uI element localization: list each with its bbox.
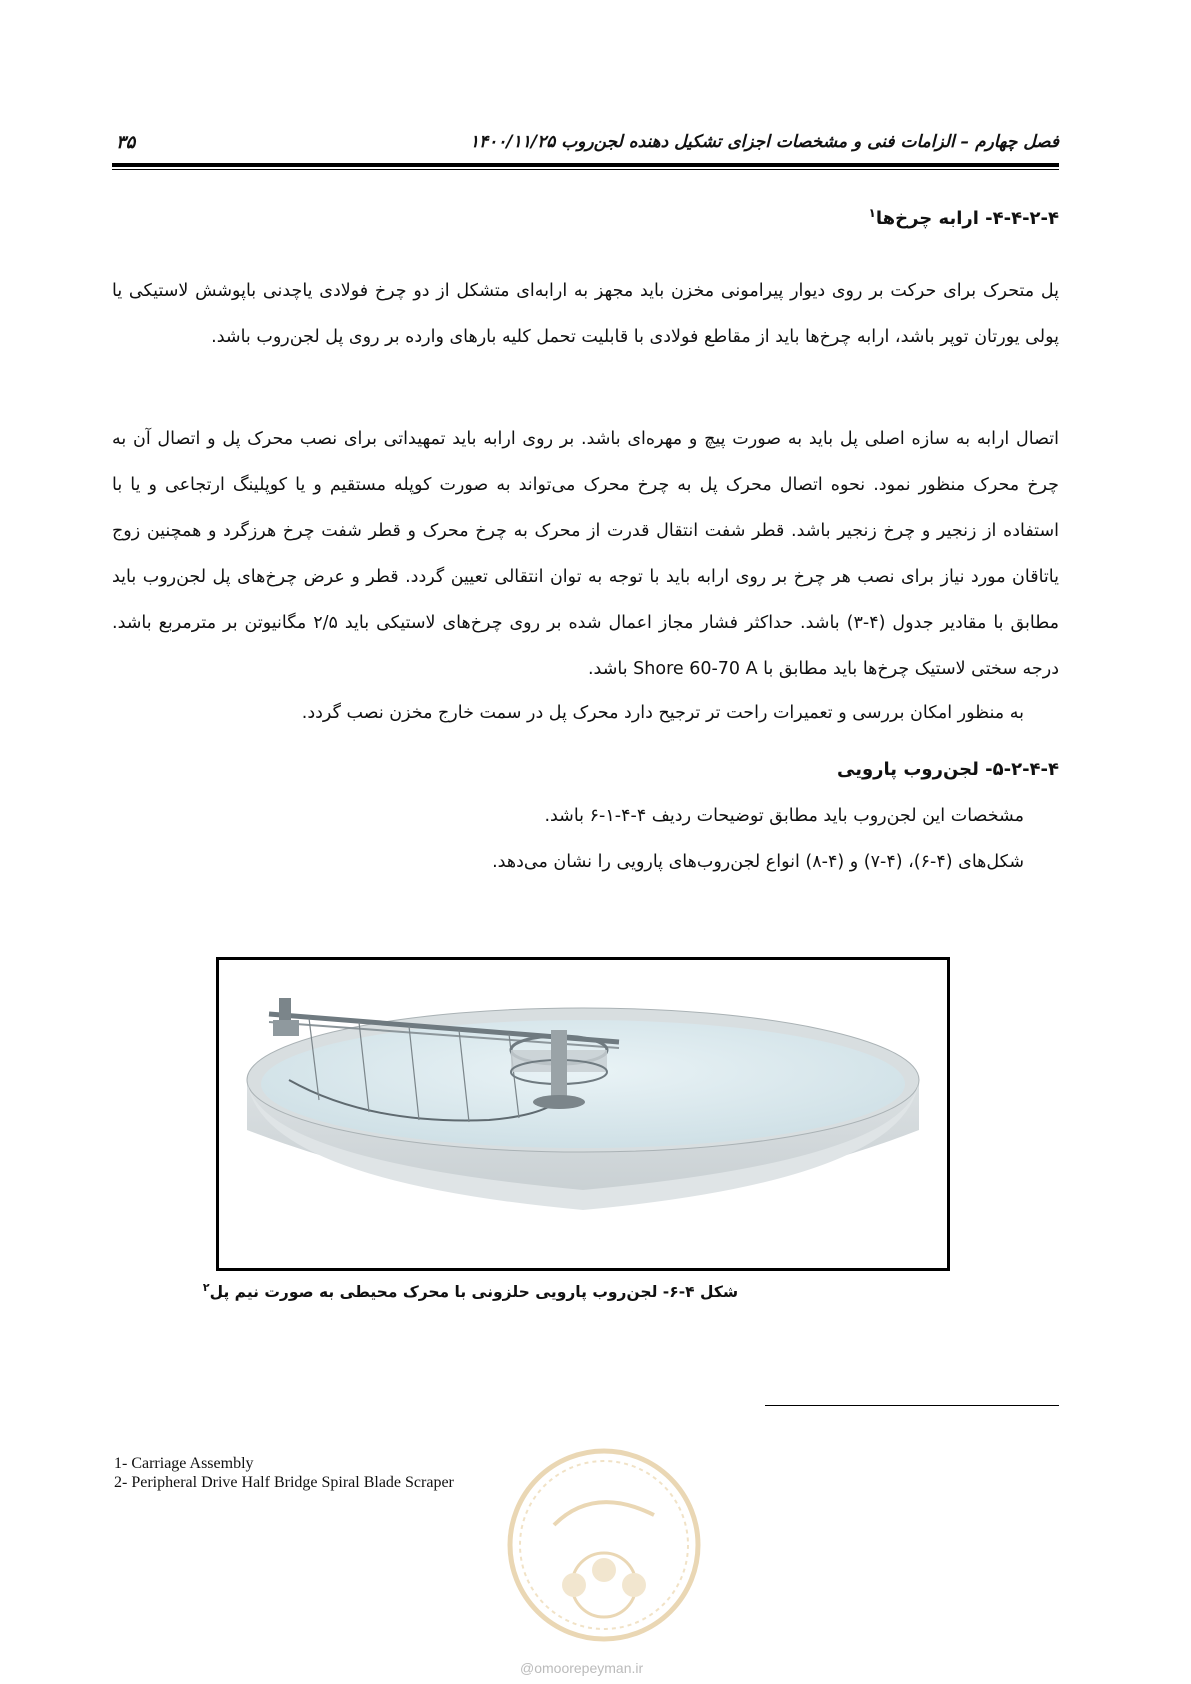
watermark-seal (504, 1445, 704, 1645)
header-title: فصل چهارم – الزامات فنی و مشخصات اجزای تشکیل دهنده لجن‌روب ۱۴۰۰/۱۱/۲۵ (469, 132, 1059, 152)
header-rule-thin (112, 169, 1059, 170)
page-number: ۳۵ (116, 132, 136, 153)
section-heading-paddle-scraper: ۵-۲-۴-۴- لجن‌روب پارویی (837, 759, 1059, 780)
paragraph-carriage-1: پل متحرک برای حرکت بر روی دیوار پیرامونی مخزن باید مجهز به ارابه‌ای متشکل از دو چرخ فولادی یاچدنی باپوشش لاستیکی یا پولی یورتان توپر باشد، ارابه چرخ‌ها باید از مقاطع فولادی با قابلیت تحمل کلیه بارهای وارده بر روی پل لجن‌روب باشد. (112, 281, 1059, 347)
footnote-ref-1: ۱ (868, 206, 876, 220)
footnote-separator (765, 1405, 1059, 1406)
section-heading-text: ۴-۴-۲-۴- ارابه چرخ‌ها (875, 208, 1059, 229)
header-rule (112, 163, 1059, 167)
clarifier-illustration (219, 960, 947, 1268)
footnote-2: 2- Peripheral Drive Half Bridge Spiral Blade Scraper (114, 1474, 454, 1491)
footnote-ref-2: ۲ (202, 1281, 210, 1294)
paragraph-paddle-1: مشخصات این لجن‌روب باید مطابق توضیحات ردیف ۴-۴-۱-۶ باشد. (544, 806, 1024, 826)
watermark-text: @omoorepeyman.ir (520, 1660, 644, 1676)
footnotes (114, 1454, 454, 1492)
paragraph-paddle-2: شکل‌های (۴-۶)، (۴-۷) و (۴-۸) انواع لجن‌روب‌های پارویی را نشان می‌دهد. (492, 852, 1024, 872)
page-header (112, 118, 1059, 158)
figure-caption-text: شکل ۴-۶- لجن‌روب پارویی حلزونی با محرک محیطی به صورت نیم پل (209, 1283, 739, 1302)
paragraph-carriage-3: به منظور امکان بررسی و تعمیرات راحت تر ترجیح دارد محرک پل در سمت خارج مخزن نصب گردد. (301, 703, 1024, 723)
figure-clarifier-image (216, 957, 950, 1271)
paragraph-carriage-2: اتصال ارابه به سازه اصلی پل باید به صورت پیچ و مهره‌ای باشد. بر روی ارابه باید تمهیداتی برای نصب محرک پل و اتصال آن به چرخ محرک منظور نمود. نحوه اتصال محرک پل به چرخ محرک می‌تواند به صورت کوپله مستقیم و یا کوپلینگ ارتجاعی و یا با استفاده از زنجیر و چرخ زنجیر باشد. قطر شفت انتقال قدرت از محرک به چرخ محرک و قطر شفت چرخ هرزگرد و همچنین زوج یاتاقان مورد نیاز برای نصب هر چرخ بر روی ارابه باید با توجه به توان انتقالی تعیین گردد. قطر و عرض چرخ‌های پل لجن‌روب باید مطابق با مقادیر جدول (۴-۳) باشد. حداکثر فشار مجاز اعمال شده بر روی چرخ‌های لاستیکی باید ۲/۵ مگانیوتن بر مترمربع باشد. درجه سختی لاستیک چرخ‌ها باید مطابق با Shore 60-70 A باشد. (112, 429, 1059, 679)
section-heading-carriage (869, 206, 1059, 229)
footnote-1: 1- Carriage Assembly (114, 1455, 254, 1472)
figure-caption (112, 1281, 829, 1301)
